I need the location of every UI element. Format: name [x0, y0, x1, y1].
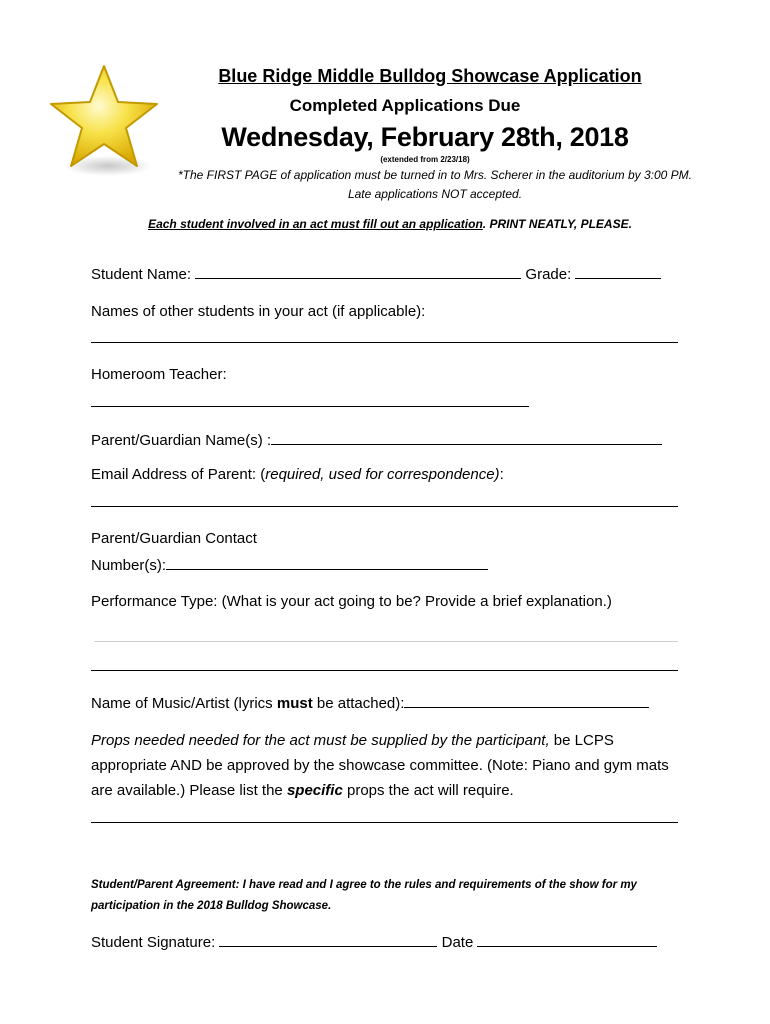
- contact-field[interactable]: [166, 555, 488, 570]
- music-label-bold: must: [276, 695, 313, 712]
- performance-type-label: Performance Type: (What is your act going to be? Provide a brief explanation.): [91, 593, 612, 610]
- homeroom-teacher-label: Homeroom Teacher:: [91, 366, 227, 383]
- grade-field[interactable]: [575, 264, 661, 279]
- student-name-row: [91, 264, 681, 283]
- music-label-post: be attached):: [312, 695, 405, 712]
- music-field[interactable]: [404, 693, 649, 708]
- contact-label-line1: Parent/Guardian Contact: [91, 530, 257, 547]
- parent-names-field[interactable]: [271, 430, 662, 445]
- signature-row: [91, 932, 681, 951]
- email-field[interactable]: [91, 506, 678, 507]
- first-page-note: *The FIRST PAGE of application must be turned in to Mrs. Scherer in the auditorium by 3:00 PM. Late applications NOT accepted.: [177, 168, 692, 201]
- date-field[interactable]: [477, 932, 657, 947]
- grade-label: Grade:: [525, 266, 572, 283]
- music-label-pre: Name of Music/Artist (lyrics: [91, 695, 277, 712]
- form-title: Blue Ridge Middle Bulldog Showcase Application: [218, 66, 642, 86]
- email-colon: :: [499, 466, 504, 483]
- instruction-underlined: Each student involved in an act must fill out an application: [148, 217, 483, 231]
- other-students-field[interactable]: [91, 342, 678, 343]
- contact-row: [91, 555, 681, 574]
- instruction-rest: . PRINT NEATLY, PLEASE.: [482, 217, 632, 231]
- email-label-row: [91, 466, 681, 483]
- performance-field-line-2[interactable]: [91, 670, 678, 671]
- props-text-1: be LCPS appropriate AND be approved by the showcase committee. (Note: Piano and gym mats are available.) Please list the: [91, 732, 669, 799]
- props-paragraph: [91, 728, 691, 803]
- signature-label: Student Signature:: [91, 934, 216, 951]
- email-label: Email Address of Parent: (: [91, 466, 266, 483]
- props-bold: specific: [286, 782, 343, 799]
- student-name-label: Student Name:: [91, 266, 192, 283]
- props-text-2: props the act will require.: [342, 782, 514, 799]
- homeroom-teacher-field[interactable]: [91, 406, 529, 407]
- email-note: required, used for correspondence): [265, 466, 500, 483]
- form-subtitle: Completed Applications Due: [289, 96, 521, 115]
- parent-names-label: Parent/Guardian Name(s) :: [91, 432, 272, 449]
- performance-field-line-1[interactable]: [94, 641, 678, 642]
- signature-field[interactable]: [219, 932, 437, 947]
- agreement-text: Student/Parent Agreement: I have read and I agree to the rules and requirements of the show for my participation in the 2018 Bulldog Showcase.: [91, 879, 637, 912]
- music-row: [91, 693, 681, 712]
- props-field[interactable]: [91, 822, 678, 823]
- date-label: Date: [441, 934, 474, 951]
- instruction-line: [80, 217, 700, 231]
- extended-note: (extended from 2/23/18): [380, 155, 470, 164]
- props-italic: Props needed needed for the act must be supplied by the participant,: [91, 732, 550, 749]
- parent-names-row: [91, 430, 681, 449]
- other-students-label: Names of other students in your act (if applicable):: [91, 303, 426, 320]
- due-date: Wednesday, February 28th, 2018: [221, 122, 629, 152]
- student-name-field[interactable]: [195, 264, 521, 279]
- contact-label-line2: Number(s):: [91, 557, 167, 574]
